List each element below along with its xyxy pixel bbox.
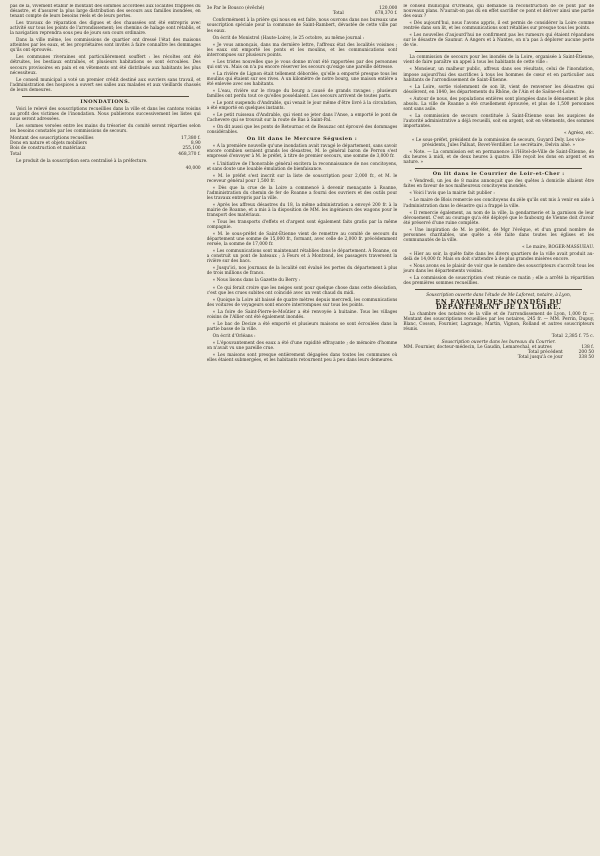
row-value: 138 f. (581, 344, 595, 350)
signature-line: « Le maire, ROGER-MASSUEAU. (522, 244, 595, 250)
article-paragraph: Conformément à la prière qui nous en est faite, nous ouvrons dans nos bureaux une souscription spéciale pour la commune de Saint-Rambert, dévastée de cette ville par les eaux. (206, 18, 398, 34)
column-right (403, 4, 594, 852)
article-paragraph: « Ce qui ferait croire que les neiges sont pour quelque chose dans cette désolation, c'est que les crues subites ont coïncidé avec un vent chaud du midi. (206, 285, 398, 296)
row-label: Total précédent (527, 350, 563, 356)
table-row (207, 11, 398, 16)
article-paragraph: « La commission de secours constituée à Saint-Étienne sous les auspices de l'autorité administrative a déjà recueilli, soit en argent, soit en vêtements, des sommes importantes. (403, 113, 595, 129)
article-paragraph: « Le pont suspendu d'Andrable, qui venait le jour même d'être livré à la circulation, a été emporté en quelques instants. (206, 101, 398, 112)
article-paragraph: « La foire de Saint-Pierre-le-Moûtier a été renvoyée à huitaine. Tous les villages voisins de l'Allier ont été également inondés. (206, 309, 398, 320)
row-label: Total jusqu'à ce jour (517, 355, 563, 361)
row-value: 8,90 (190, 141, 201, 147)
article-paragraph: « M. le sous-préfet de Saint-Étienne vient de remettre au comité de secours du département une somme de 15,000 fr., formant, avec celle de 2,000 fr. précédemment versée, la somme de 17,000 fr. (206, 232, 398, 248)
article-paragraph: « On dit aussi que les ponts de Retournac et de Beauzac ont éprouvé des dommages considérables. (206, 125, 398, 136)
signature-block: « Le sous-préfet, président de la commission de secours, Guyard Dely. Les vice-présidents, Jules Palluat, Bovet-Verdillier. Le secrétaire, Delvin aîné. » (411, 138, 586, 149)
article-paragraph: « Nous avons eu le plaisir de voir que le nombre des souscripteurs s'accroît tous les jours dans les départements voisins. (403, 263, 595, 275)
article-paragraph: « Les maisons sont presque entièrement dégagées dans toutes les communes où elles étaient submergées, et les habitants retournent peu à peu dans leurs demeures. (206, 353, 398, 364)
article-paragraph: Les sommes versées entre les mains du trésorier du comité seront réparties selon les besoins constatés par les commissions de secours. (10, 123, 201, 134)
article-paragraph: On écrit d'Orléans : (212, 333, 256, 339)
divider (415, 51, 582, 52)
article-paragraph: Le produit de la souscription sera centralisé à la préfecture. (16, 158, 148, 164)
subscription-heading: EN FAVEUR DES INONDÉS DU DÉPARTEMENT DE LA LOIRE. (435, 298, 563, 312)
article-paragraph: « Il remercie également, au nom de la ville, la gendarmerie et la garnison de leur dévouement. C'est au courage qu'a été déployé que le faubourg de Vienne doit d'avoir été préservé d'une ruine complète. (403, 210, 595, 226)
row-value: 200 50 (578, 350, 595, 356)
article-paragraph: « Je vous annonçais, dans ma dernière lettre, l'affreux état des localités voisines ; les eaux ont emporté les ponts et les moulins, et les communications sont interrompues sur plusieurs points. (206, 42, 398, 58)
article-paragraph: « La Loire, sortie violemment de son lit, vient de renverser les désastres qui désolèrent, en 1840, les départements du Rhône, de l'Ain et de Saône-et-Loire. (403, 84, 595, 95)
article-paragraph: « Voici l'avis que la mairie fait publier : (409, 191, 495, 197)
article-paragraph: « Quoique la Loire ait baissé de quatre mètres depuis mercredi, les communications des voitures de voyageurs sont encore interrompues sur tous les points. (206, 297, 398, 308)
final-total: 40,000 (185, 165, 201, 171)
divider (415, 289, 582, 290)
article-paragraph: Les communes riveraines ont particulièrement souffert : les récoltes ont été détruites, les bestiaux entraînés, et plusieurs habitations se sont écroulées. Des secours provisoires en pain et en vêtements ont été distribués aux habitants les plus nécessiteux. (10, 55, 201, 76)
row-label: Bois de construction et matériaux (10, 146, 86, 152)
divider (415, 168, 582, 169)
subscription-totals (403, 334, 594, 360)
row-label: MM. Fournier, docteur-médecin, Le Gaudin, Lemarechal, et autres (403, 344, 552, 350)
article-paragraph: « Les communications sont maintenant rétablies dans le département. A Roanne, on a construit un pont de bateaux ; à Feurs et à Montrond, les passagers traversent la rivière sur des bacs. (206, 249, 398, 265)
divider (22, 96, 189, 97)
article-paragraph: Dans la ville même, les commissions de quartier ont dressé l'état des maisons atteintes par les eaux, et les propriétaires sont invités à faire connaître les dommages qu'ils ont éprouvés. (10, 38, 201, 54)
article-paragraph: « L'épouvantement des eaux a été d'une rapidité effrayante ; de mémoire d'homme on n'avait vu une pareille crue. (206, 340, 398, 351)
article-paragraph: « Dès aujourd'hui, nous l'avons appris, il est permis de considérer la Loire comme rentrée dans son lit, et les communications sont rétablies sur presque tous les points. (403, 21, 595, 32)
article-paragraph: La chambre des notaires de la ville et de l'arrondissement de Lyon, 1,000 fr. — Montant des souscriptions recueillies par les notaires, 245 fr. — MM. Perrin, Dupuy, Blanc, Cosson, Fournier, Lagrange, Martin, Vignon, Rolland et autres souscripteurs réunis. (403, 312, 595, 333)
article-paragraph: On écrit de Monistrol (Haute-Loire), le 25 octobre, au même journal : (212, 35, 365, 41)
section-heading: On lit dans le Mercure Ségusien : (246, 136, 358, 143)
article-paragraph: « La rivière de Lignon était tellement débordée, qu'elle a emporté presque tous les moulins qui étaient sur ses rives. A un kilomètre de notre bourg, une maison entière a été enlevée avec ses habitants. (206, 71, 398, 87)
article-paragraph: « Note. — La commission est en permanence à l'Hôtel-de-Ville de Saint-Étienne, de dix heures à midi, et de deux heures à quatre. Elle reçoit les dons en argent et en nature. » (403, 150, 595, 166)
article-paragraph: « Le petit ruisseau d'Andrable, qui vient se jeter dans l'Anse, a emporté le pont de Cachevere qui se trouvait sur la route de Bas à Saint-Pal. (206, 113, 398, 124)
totals-table (10, 136, 201, 157)
article-paragraph: « Jusqu'ici, nos journaux de la localité ont évalué les pertes du département à plus de trois millions de francs. (206, 266, 398, 277)
row-label: 3e Par le Bousco (évêché) (206, 6, 265, 11)
article-paragraph: Les travaux de réparation des digues et des chaussées ont été entrepris avec activité sur tous les points de l'arrondissement; les chemins de halage sont rétablis, et la navigation reprendra sous peu de jours son cours ordinaire. (10, 21, 201, 37)
row-label: Total (332, 11, 344, 17)
row-value: 120,000 (379, 6, 398, 11)
article-paragraph: La commission de secours pour les inondés de la Loire, organisée à Saint-Étienne, vient de faire paraître un appel à tous les habitants de cette ville : (403, 55, 595, 66)
article-paragraph: « Les tristes nouvelles que je vous donne m'ont été rapportées par des personnes qui ont vu. Mais on n'a pu encore réserver les secours qu'exige une pareille détresse. (206, 59, 398, 70)
row-label: Souscription ouverte dans les bureaux du Courrier. (441, 339, 556, 345)
article-paragraph: Le conseil municipal a voté un premier crédit destiné aux ouvriers sans travail, et l'administration des hospices a ouvert ses salles aux malades et aux vieillards chassés de leurs demeures. (10, 77, 201, 93)
column-middle (207, 4, 398, 852)
article-paragraph: Voici le relevé des souscriptions recueillies dans la ville et dans les cantons voisins au profit des victimes de l'inondation. Nous publierons successivement les listes qui nous seront adressées. (10, 106, 201, 122)
article-paragraph: « Nous lisons dans la Gazette du Berry : (212, 278, 301, 284)
article-paragraph: « L'initiative de l'honorable général excitera la reconnaissance de nos concitoyens, et sans doute une louable émulation de bienfaisance. (206, 161, 398, 172)
article-paragraph: « La commission de souscription s'est réunie ce matin ; elle a arrêté la répartition des premières sommes recueillies. (403, 276, 595, 287)
article-paragraph: « Vendredi, un jeu de 8 mains annonçait que des quêtes à domicile allaient être faites en faveur de nos malheureux concitoyens inondés. (403, 179, 595, 190)
row-label: Montant des souscriptions recueillies (10, 136, 94, 142)
column-left (10, 4, 201, 852)
section-heading: INONDATIONS. (80, 98, 131, 105)
row-value: 468,370 f. (178, 151, 201, 157)
article-paragraph: « L'eau, rivière sur le rivage du bourg a causé de grands ravages ; plusieurs familles ont perdu tout ce qu'elles possédaient. Les secours arrivent de toutes parts. (206, 88, 398, 100)
table-row (403, 355, 594, 360)
subscription-subtitle: Souscription ouverte dans l'étude de Me Laforest, notaire, à Lyon, (426, 293, 572, 299)
row-value: 17,380 f. (181, 136, 201, 142)
article-paragraph: le conseil municipal d'Orléans, qui demande la reconstruction de ce pont par de nouveaux plans. N'aurait-on pas dû en effet sacrifier ce pont et dériver ainsi une partie des eaux ? (403, 4, 595, 20)
article-paragraph: pas de là, vivement établir le montant des sommes accordées aux localités frappées du désastre, et d'assurer la plus large distribution des secours aux familles inondées, en tenant compte de leurs besoins réels et de leurs pertes. (10, 4, 201, 20)
article-paragraph: « Tous les transports d'effets et d'argent sont également faits gratis par la même compagnie. (206, 220, 398, 231)
table-row (10, 152, 201, 157)
article-paragraph: « Dès que la crue de la Loire a commencé à devenir menaçante à Roanne, l'administration du chemin de fer de Roanne a fourni des ouvriers et des outils pour les travaux entrepris par la ville. (206, 185, 398, 201)
row-value: 255,100 (182, 146, 201, 152)
article-paragraph: « M. le préfet s'est inscrit sur la liste de souscription pour 2,000 fr., et M. le receveur général pour 1,500 fr. (206, 173, 398, 184)
article-paragraph: « Les nouvelles d'aujourd'hui ne confirment pas les rumeurs qui étaient répandues sur le désastre de Saumur. A Angers et à Nantes, on n'a pas à déplorer aucune perte de vie. (403, 33, 595, 49)
article-paragraph: « Le maire de Blois remercie ses concitoyens du zèle qu'ils ont mis à venir en aide à l'administration dans le désastre qui a frappé la ville. (403, 198, 595, 209)
section-heading: On lit dans le Courrier de Loir-et-Cher : (432, 171, 565, 178)
row-label: Dons en nature et objets mobiliers (10, 141, 87, 147)
row-value: 2,385 f. 75 c. (564, 334, 595, 340)
row-value: 338 50 (578, 355, 595, 361)
article-paragraph: « Hier au soir, la quête faite dans les divers quartiers de la ville avait produit au-delà de 14,000 fr. Mais on doit s'attendre à de plus grandes misères encore. (403, 251, 595, 262)
article-paragraph: « Le bac de Decize a été emporté et plusieurs maisons se sont écroulées dans la partie basse de la ville. (206, 321, 398, 332)
article-paragraph: « Agréez, etc. (563, 130, 595, 136)
article-paragraph: « A la première nouvelle qu'une inondation avait ravagé le département, sans savoir encore combien seraient grands les désastres, M. le général baron de Perron s'est empressé d'envoyer à M. le préfet, à titre de premier secours, une somme de 3,000 fr. (206, 144, 398, 160)
row-value: 678,370 f. (374, 11, 398, 17)
row-label: Total (10, 151, 22, 157)
article-paragraph: « Après les affreux désastres du 18, la même administration a envoyé 200 fr. à la mairie de Roanne, et a mis à la disposition de MM. les ingénieurs des wagons pour le transport des matériaux. (206, 202, 398, 218)
article-paragraph: « Une inspiration de M. le préfet, de Mgr l'évêque, et d'un grand nombre de personnes charitables, une quête a été faite dans toutes les églises et les communautés de la ville. (403, 227, 595, 243)
article-paragraph: « Monsieur, un malheur public, affreux dans ses résultats, celui de l'inondation, impose aujourd'hui des sacrifices à tous les hommes de cœur et en particulier aux habitants de l'arrondissement de Saint-Étienne. (403, 67, 595, 83)
article-paragraph: « Autour de nous, des populations entières sont plongées dans le dénuement le plus absolu. La ville de Roanne a été cruellement éprouvée, et plus de 1,500 personnes sont sans asile. (403, 96, 595, 112)
top-totals (207, 6, 398, 16)
row-label: Total (551, 334, 563, 340)
